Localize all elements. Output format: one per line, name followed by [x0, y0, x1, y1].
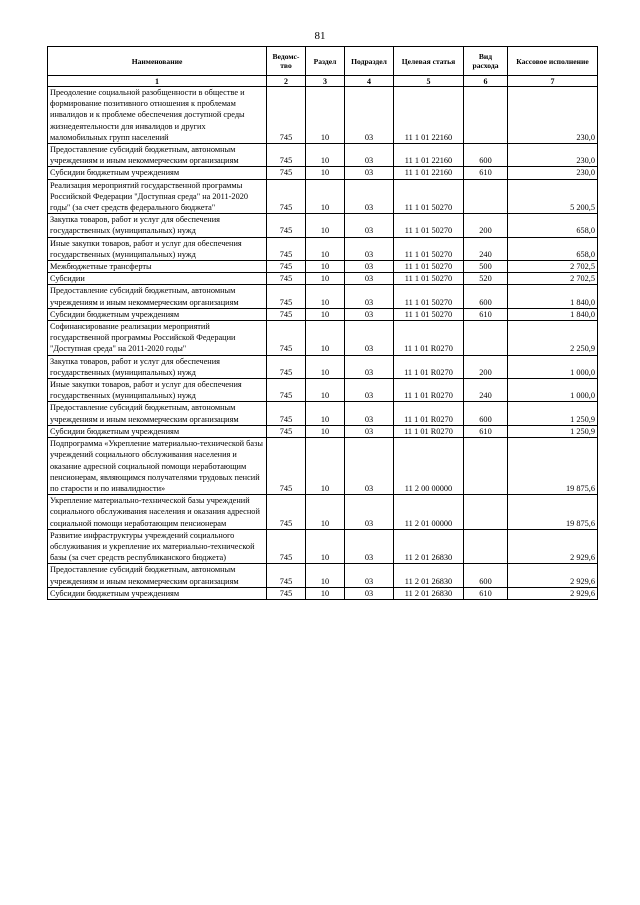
row-dept: 745: [267, 355, 306, 378]
table-row: [48, 273, 598, 285]
row-section: 10: [306, 495, 345, 530]
row-section: 10: [306, 379, 345, 402]
table-row: [48, 438, 598, 495]
row-article: 11 1 01 50270: [394, 179, 464, 214]
row-amount: 2 929,6: [508, 587, 598, 599]
column-number: 4: [345, 76, 394, 87]
row-subsection: 03: [345, 87, 394, 144]
row-section: 10: [306, 167, 345, 179]
table-row: [48, 402, 598, 425]
row-subsection: 03: [345, 425, 394, 437]
row-subsection: 03: [345, 237, 394, 260]
row-section: 10: [306, 285, 345, 308]
row-dept: 745: [267, 438, 306, 495]
row-amount: 5 200,5: [508, 179, 598, 214]
row-subsection: 03: [345, 261, 394, 273]
row-amount: 2 250,9: [508, 321, 598, 356]
header-amount: Кассовое исполнение: [508, 47, 598, 76]
row-subsection: 03: [345, 355, 394, 378]
row-subsection: 03: [345, 438, 394, 495]
table-row: [48, 587, 598, 599]
row-expense-type: 600: [464, 285, 508, 308]
row-dept: 745: [267, 179, 306, 214]
row-name: Субсидии бюджетным учреждениям: [48, 425, 267, 437]
table-row: [48, 321, 598, 356]
row-name: Реализация мероприятий государственной программы Российской Федерации "Доступная среда" на 2011-2020 годы" (за счет средств федерального бюджета": [48, 179, 267, 214]
row-article: 11 1 01 22160: [394, 87, 464, 144]
row-article: 11 1 01 50270: [394, 261, 464, 273]
row-expense-type: 610: [464, 425, 508, 437]
header-expense-type: Вид расхода: [464, 47, 508, 76]
row-expense-type: 600: [464, 564, 508, 587]
row-name: Межбюджетные трансферты: [48, 261, 267, 273]
table-row: [48, 355, 598, 378]
row-article: 11 1 01 R0270: [394, 379, 464, 402]
table-row: [48, 425, 598, 437]
row-expense-type: 610: [464, 308, 508, 320]
column-number: 3: [306, 76, 345, 87]
row-expense-type: 520: [464, 273, 508, 285]
row-dept: 745: [267, 308, 306, 320]
row-subsection: 03: [345, 167, 394, 179]
table-row: [48, 214, 598, 237]
row-amount: 230,0: [508, 167, 598, 179]
table-row: [48, 564, 598, 587]
row-expense-type: 200: [464, 355, 508, 378]
table-row: [48, 285, 598, 308]
row-article: 11 1 01 R0270: [394, 402, 464, 425]
row-amount: 1 000,0: [508, 379, 598, 402]
row-article: 11 1 01 R0270: [394, 425, 464, 437]
row-dept: 745: [267, 425, 306, 437]
row-article: 11 1 01 R0270: [394, 321, 464, 356]
row-article: 11 1 01 50270: [394, 273, 464, 285]
row-section: 10: [306, 87, 345, 144]
row-expense-type: [464, 495, 508, 530]
row-article: 11 1 01 22160: [394, 144, 464, 167]
row-subsection: 03: [345, 564, 394, 587]
row-amount: 19 875,6: [508, 495, 598, 530]
column-number: 6: [464, 76, 508, 87]
row-name: Закупка товаров, работ и услуг для обеспечения государственных (муниципальных) нужд: [48, 214, 267, 237]
row-expense-type: 600: [464, 144, 508, 167]
row-dept: 745: [267, 321, 306, 356]
header-dept: Ведомс-тво: [267, 47, 306, 76]
row-article: 11 1 01 R0270: [394, 355, 464, 378]
row-expense-type: 240: [464, 237, 508, 260]
row-name: Иные закупки товаров, работ и услуг для обеспечения государственных (муниципальных) нужд: [48, 379, 267, 402]
row-dept: 745: [267, 144, 306, 167]
row-section: 10: [306, 425, 345, 437]
row-expense-type: [464, 438, 508, 495]
row-name: Преодоление социальной разобщенности в обществе и формирование позитивного отношения к проблемам инвалидов и к проблеме обеспечения доступной среды жизнедеятельности для инвалидов и других маломобильных групп населений: [48, 87, 267, 144]
row-name: Предоставление субсидий бюджетным, автономным учреждениям и иным некоммерческим организациям: [48, 564, 267, 587]
header-subsection: Подраздел: [345, 47, 394, 76]
row-section: 10: [306, 144, 345, 167]
row-dept: 745: [267, 237, 306, 260]
header-name: Наименование: [48, 47, 267, 76]
row-article: 11 1 01 50270: [394, 237, 464, 260]
row-dept: 745: [267, 273, 306, 285]
row-section: 10: [306, 438, 345, 495]
table-row: [48, 261, 598, 273]
row-amount: 2 929,6: [508, 564, 598, 587]
row-name: Субсидии бюджетным учреждениям: [48, 587, 267, 599]
header-article: Целевая статья: [394, 47, 464, 76]
row-section: 10: [306, 355, 345, 378]
row-amount: 2 702,5: [508, 273, 598, 285]
row-amount: 19 875,6: [508, 438, 598, 495]
row-expense-type: 600: [464, 402, 508, 425]
row-name: Предоставление субсидий бюджетным, автономным учреждениям и иным некоммерческим организациям: [48, 144, 267, 167]
row-expense-type: 610: [464, 167, 508, 179]
row-name: Развитие инфраструктуры учреждений социального обслуживания и укрепление их материально-технической базы (за счет средств республиканского бюджета): [48, 529, 267, 564]
row-dept: 745: [267, 587, 306, 599]
table-row: [48, 237, 598, 260]
row-dept: 745: [267, 379, 306, 402]
row-name: Подпрограмма «Укрепление материально-технической базы учреждений социального обслуживания населения и оказание адресной социальной помощи неработающим пенсионерам, являющимся получателями трудовых пенсий по старости и по инвалидности»: [48, 438, 267, 495]
row-dept: 745: [267, 495, 306, 530]
table-header-row: [48, 47, 598, 76]
row-name: Софинансирование реализации мероприятий государственной программы Российской Федерации "Доступная среда" на 2011-2020 годы": [48, 321, 267, 356]
table-row: [48, 87, 598, 144]
row-subsection: 03: [345, 214, 394, 237]
row-subsection: 03: [345, 285, 394, 308]
row-expense-type: 500: [464, 261, 508, 273]
row-subsection: 03: [345, 529, 394, 564]
row-dept: 745: [267, 402, 306, 425]
row-dept: 745: [267, 214, 306, 237]
column-number: 5: [394, 76, 464, 87]
row-section: 10: [306, 261, 345, 273]
row-section: 10: [306, 273, 345, 285]
table-row: [48, 179, 598, 214]
row-section: 10: [306, 402, 345, 425]
table-row: [48, 308, 598, 320]
table-row: [48, 495, 598, 530]
row-subsection: 03: [345, 321, 394, 356]
row-article: 11 1 01 50270: [394, 308, 464, 320]
table-row: [48, 144, 598, 167]
row-article: 11 2 01 26830: [394, 529, 464, 564]
row-name: Субсидии бюджетным учреждениям: [48, 308, 267, 320]
row-name: Субсидии бюджетным учреждениям: [48, 167, 267, 179]
row-name: Субсидии: [48, 273, 267, 285]
row-expense-type: 200: [464, 214, 508, 237]
row-expense-type: [464, 87, 508, 144]
row-amount: 1 250,9: [508, 425, 598, 437]
row-amount: 230,0: [508, 144, 598, 167]
budget-table: [47, 46, 598, 600]
table-row: [48, 379, 598, 402]
column-number-row: [48, 76, 598, 87]
row-amount: 1 840,0: [508, 285, 598, 308]
table-row: [48, 529, 598, 564]
row-article: 11 2 01 26830: [394, 564, 464, 587]
row-name: Укрепление материально-технической базы учреждений социального обслуживания населения и оказания адресной социальной помощи неработающим пенсионерам: [48, 495, 267, 530]
row-amount: 658,0: [508, 237, 598, 260]
row-subsection: 03: [345, 308, 394, 320]
row-amount: 1 250,9: [508, 402, 598, 425]
row-subsection: 03: [345, 144, 394, 167]
row-section: 10: [306, 321, 345, 356]
row-subsection: 03: [345, 402, 394, 425]
row-section: 10: [306, 308, 345, 320]
column-number: 2: [267, 76, 306, 87]
row-article: 11 2 01 26830: [394, 587, 464, 599]
row-subsection: 03: [345, 273, 394, 285]
row-subsection: 03: [345, 495, 394, 530]
header-section: Раздел: [306, 47, 345, 76]
row-amount: 1 000,0: [508, 355, 598, 378]
row-amount: 1 840,0: [508, 308, 598, 320]
row-dept: 745: [267, 529, 306, 564]
row-expense-type: 610: [464, 587, 508, 599]
row-name: Закупка товаров, работ и услуг для обеспечения государственных (муниципальных) нужд: [48, 355, 267, 378]
row-amount: 658,0: [508, 214, 598, 237]
row-expense-type: [464, 321, 508, 356]
row-expense-type: 240: [464, 379, 508, 402]
row-article: 11 1 01 50270: [394, 285, 464, 308]
row-amount: 2 702,5: [508, 261, 598, 273]
row-name: Иные закупки товаров, работ и услуг для обеспечения государственных (муниципальных) нужд: [48, 237, 267, 260]
row-name: Предоставление субсидий бюджетным, автономным учреждениям и иным некоммерческим организациям: [48, 402, 267, 425]
row-amount: 2 929,6: [508, 529, 598, 564]
column-number: 1: [48, 76, 267, 87]
row-article: 11 1 01 50270: [394, 214, 464, 237]
row-section: 10: [306, 214, 345, 237]
row-dept: 745: [267, 285, 306, 308]
row-section: 10: [306, 237, 345, 260]
row-subsection: 03: [345, 179, 394, 214]
row-article: 11 1 01 22160: [394, 167, 464, 179]
row-amount: 230,0: [508, 87, 598, 144]
row-section: 10: [306, 587, 345, 599]
row-section: 10: [306, 529, 345, 564]
row-dept: 745: [267, 564, 306, 587]
row-section: 10: [306, 564, 345, 587]
row-dept: 745: [267, 261, 306, 273]
table-row: [48, 167, 598, 179]
row-name: Предоставление субсидий бюджетным, автономным учреждениям и иным некоммерческим организациям: [48, 285, 267, 308]
row-article: 11 2 00 00000: [394, 438, 464, 495]
row-dept: 745: [267, 87, 306, 144]
row-subsection: 03: [345, 379, 394, 402]
row-expense-type: [464, 529, 508, 564]
row-section: 10: [306, 179, 345, 214]
row-expense-type: [464, 179, 508, 214]
column-number: 7: [508, 76, 598, 87]
page-number: 81: [314, 30, 326, 42]
row-article: 11 2 01 00000: [394, 495, 464, 530]
row-dept: 745: [267, 167, 306, 179]
row-subsection: 03: [345, 587, 394, 599]
